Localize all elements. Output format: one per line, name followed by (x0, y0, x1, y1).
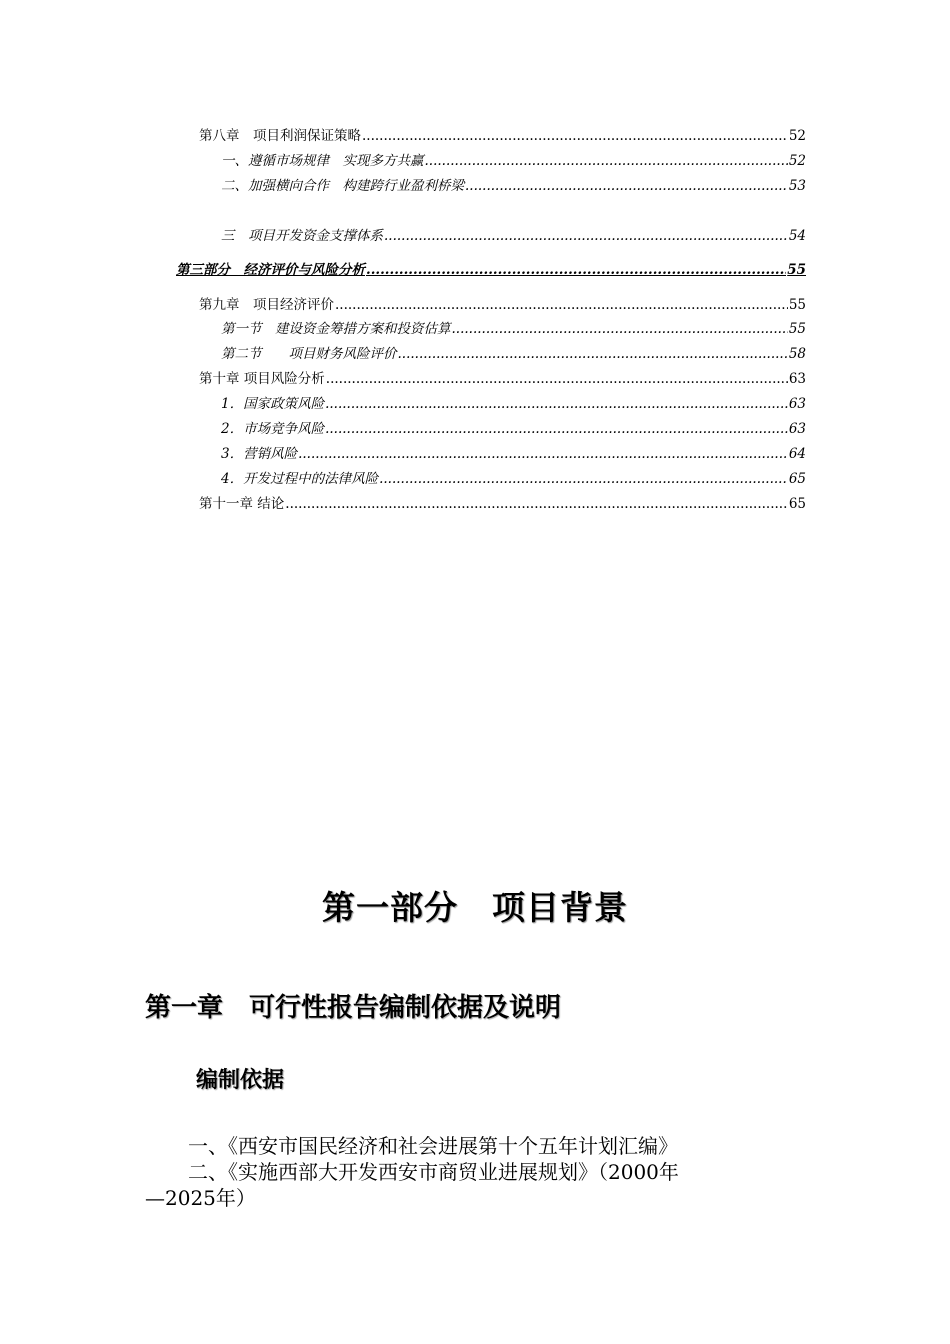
toc-entry-page: 53 (788, 178, 806, 194)
toc-entry-label: 三 项目开发资金支撑体系 (221, 228, 383, 244)
toc-leader (366, 261, 786, 279)
toc-entry-label: 第一节 建设资金筹措方案和投资估算 (221, 321, 451, 337)
toc-leader (362, 127, 788, 145)
toc-entry[interactable] (199, 370, 806, 388)
toc-leader (325, 420, 788, 438)
toc-leader (298, 445, 788, 463)
basis-item-continued: —2025年） (145, 1186, 256, 1210)
toc-leader (425, 152, 788, 170)
toc-entry-label: 4．开发过程中的法律风险 (221, 471, 379, 487)
toc-leader (326, 370, 788, 388)
toc-entry-page: 63 (788, 421, 806, 437)
toc-entry[interactable] (221, 320, 806, 338)
toc-entry[interactable] (221, 177, 806, 195)
toc-entry[interactable] (221, 345, 806, 363)
toc-entry-label: 第九章 项目经济评价 (199, 297, 334, 313)
toc-entry[interactable] (221, 227, 806, 245)
toc-entry-page: 52 (788, 128, 806, 144)
toc-entry-label: 第三部分 经济评价与风险分析 (176, 262, 365, 278)
toc-leader (325, 395, 788, 413)
toc-entry[interactable] (199, 296, 806, 314)
toc-leader (452, 320, 788, 338)
toc-entry-page: 58 (788, 346, 806, 362)
toc-entry[interactable] (199, 127, 806, 145)
toc-entry[interactable] (221, 395, 806, 413)
toc-entry-label: 第十一章 结论 (199, 496, 285, 512)
toc-part-entry[interactable] (176, 261, 806, 279)
toc-entry-label: 二、加强横向合作 构建跨行业盈利桥梁 (221, 178, 464, 194)
toc-leader (335, 296, 788, 314)
toc-entry-label: 第八章 项目利润保证策略 (199, 128, 361, 144)
chapter-title: 第一章 可行性报告编制依据及说明 (145, 993, 562, 1023)
toc-entry-page: 55 (787, 262, 806, 278)
toc-entry[interactable] (221, 470, 806, 488)
part-title: 第一部分 项目背景 (322, 888, 628, 927)
toc-entry-label: 第十章 项目风险分析 (199, 371, 325, 387)
toc-entry-page: 64 (788, 446, 806, 462)
toc-entry[interactable] (221, 152, 806, 170)
basis-item: 二、《实施西部大开发西安市商贸业进展规划》（2000年 (188, 1160, 679, 1184)
toc-entry-page: 55 (788, 321, 806, 337)
toc-entry-page: 63 (788, 396, 806, 412)
toc-entry-label: 2．市场竞争风险 (221, 421, 325, 437)
toc-entry-label: 1．国家政策风险 (221, 396, 325, 412)
toc-entry-label: 一、遵循市场规律 实现多方共赢 (221, 153, 424, 169)
toc-leader (465, 177, 788, 195)
toc-entry-page: 54 (788, 228, 806, 244)
toc-leader (398, 345, 788, 363)
toc-entry-label: 第二节 项目财务风险评价 (221, 346, 397, 362)
toc-leader (384, 227, 788, 245)
toc-entry-page: 55 (788, 297, 806, 313)
basis-item: 一、《西安市国民经济和社会进展第十个五年计划汇编》 (188, 1134, 678, 1158)
toc-leader (285, 495, 788, 513)
toc-leader (379, 470, 788, 488)
toc-entry-page: 52 (788, 153, 806, 169)
toc-entry-page: 65 (788, 471, 806, 487)
toc-entry[interactable] (199, 495, 806, 513)
toc-entry[interactable] (221, 420, 806, 438)
section-title: 编制依据 (196, 1067, 285, 1093)
toc-entry[interactable] (221, 445, 806, 463)
toc-entry-label: 3．营销风险 (221, 446, 298, 462)
toc-entry-page: 65 (788, 496, 806, 512)
toc-entry-page: 63 (788, 371, 806, 387)
